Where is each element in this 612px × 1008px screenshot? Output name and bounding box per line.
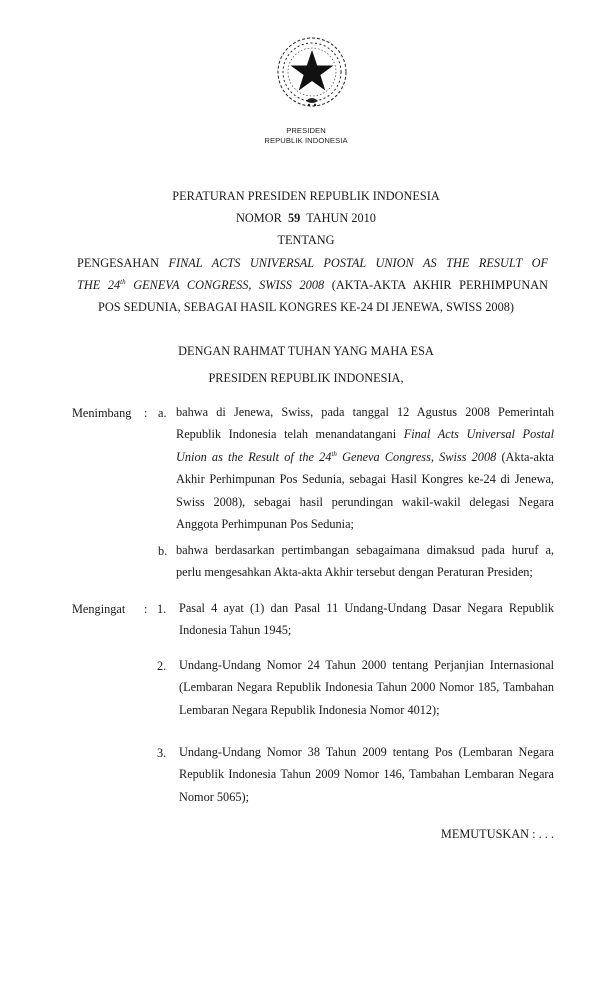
subject-line-2: THE 24th GENEVA CONGRESS, SWISS 2008 (AKTA-AKTA AKHIR PERHIMPUNAN: [77, 278, 548, 292]
mengingat-2-marker: 2.: [157, 659, 167, 673]
mengingat-1-text: Pasal 4 ayat (1) dan Pasal 11 Undang-Undang Dasar Negara Republik Indonesia Tahun 1945;: [179, 601, 554, 638]
menimbang-a-marker: a.: [158, 406, 167, 420]
mengingat-colon: :: [144, 602, 148, 616]
nomor-value: 59: [287, 211, 301, 225]
mengingat-3-marker: 3.: [157, 746, 167, 760]
mengingat-1-marker: 1.: [157, 602, 167, 616]
menimbang-a-text: bahwa di Jenewa, Swiss, pada tanggal 12 Agustus 2008 Pemerintah Republik Indonesia telah menandatangani Final Acts Universal Postal Union as the Result of the 24th Geneva Congress, Swiss 2008 (Akta-akta Akhir Perhimpunan Pos Sedunia, sebagai Hasil Kongres ke-24 di Jenewa, Swiss 2008), sebagai hasil perundingan wakil-wakil delegasi Negara Anggota Perhimpunan Pos Sedunia;: [176, 405, 555, 532]
subject-line-3: POS SEDUNIA, SEBAGAI HASIL KONGRES KE-24 DI JENEWA, SWISS 2008): [98, 300, 514, 314]
menimbang-label: Menimbang: [72, 406, 132, 420]
nomor-prefix: NOMOR: [236, 211, 282, 225]
menimbang-b-text: bahwa berdasarkan pertimbangan sebagaimana dimaksud pada huruf a, perlu mengesahkan Akta-akta Akhir tersebut dengan Peraturan Presiden;: [176, 543, 554, 580]
mengingat-2-text: Undang-Undang Nomor 24 Tahun 2000 tentang Perjanjian Internasional (Lembaran Negara Republik Indonesia Tahun 2000 Nomor 185, Tambahan Lembaran Negara Republik Indonesia Nomor 4012);: [179, 658, 554, 717]
regulation-title: PERATURAN PRESIDEN REPUBLIK INDONESIA: [172, 189, 440, 203]
menimbang-colon: :: [144, 406, 148, 420]
garuda-star-wreath-emblem-icon: [273, 33, 351, 115]
mengingat-3-text: Undang-Undang Nomor 38 Tahun 2009 tentang Pos (Lembaran Negara Republik Indonesia Tahun 2009 Nomor 146, Tambahan Lembaran Negara Nomor 5065);: [179, 745, 554, 804]
mengingat-label: Mengingat: [72, 602, 126, 616]
tentang: TENTANG: [277, 233, 335, 247]
subject-line-1: PENGESAHAN FINAL ACTS UNIVERSAL POSTAL UNION AS THE RESULT OF: [77, 256, 548, 270]
tahun: TAHUN 2010: [306, 211, 376, 225]
regulation-number: [0, 211, 612, 226]
menimbang-b-marker: b.: [158, 544, 168, 558]
continuation-memutuskan: MEMUTUSKAN : . . .: [440, 827, 554, 841]
letterhead-republik-indonesia: REPUBLIK INDONESIA: [264, 136, 348, 145]
preamble-presiden: PRESIDEN REPUBLIK INDONESIA,: [208, 371, 404, 385]
preamble-rahmat: DENGAN RAHMAT TUHAN YANG MAHA ESA: [178, 344, 434, 358]
letterhead-presiden: PRESIDEN: [286, 126, 326, 135]
